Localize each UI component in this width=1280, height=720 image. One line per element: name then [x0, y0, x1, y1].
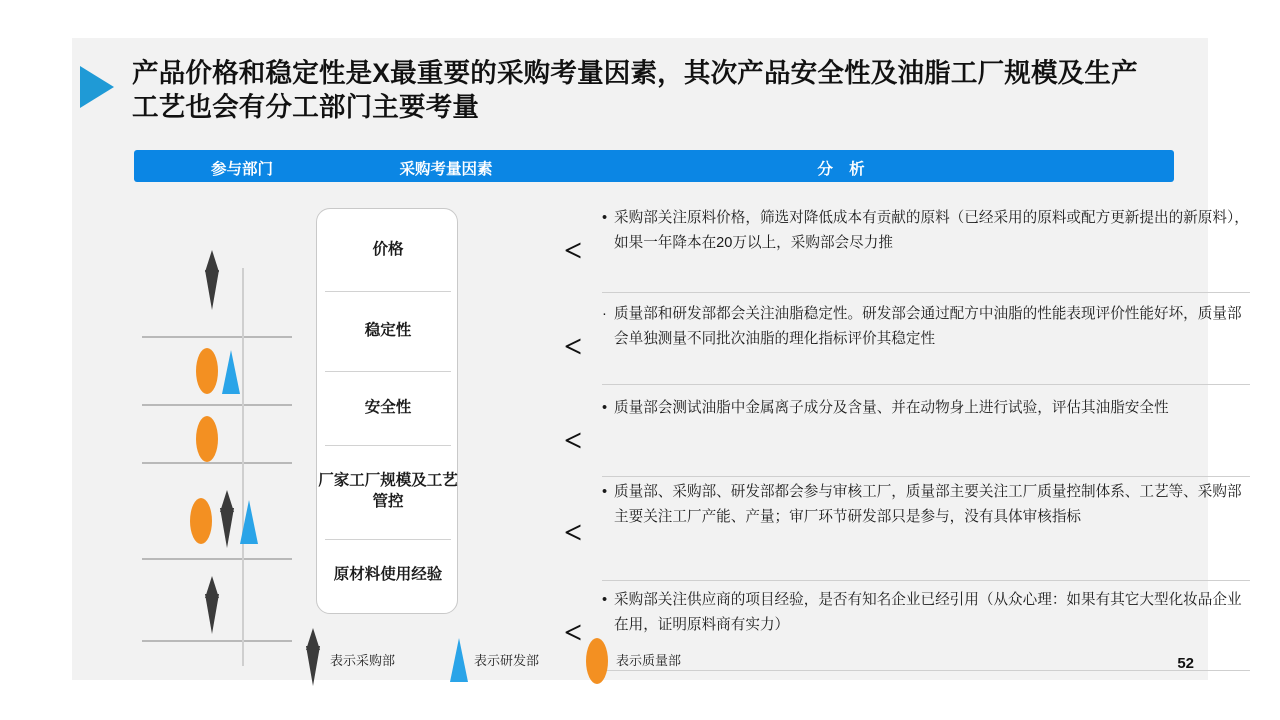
column-header-factor: 采购考量因素: [399, 161, 493, 178]
analysis-separator: [602, 292, 1250, 293]
needle-marker-icon: [220, 508, 234, 548]
diagram-divider: [142, 336, 292, 338]
analysis-body: 质量部会测试油脂中金属离子成分及含量、并在动物身上进行试验，评估其油脂安全性: [614, 400, 1169, 416]
column-header-analysis: 分 析: [817, 161, 871, 178]
department-diagram: [142, 208, 312, 668]
analysis-separator: [602, 580, 1250, 581]
diagram-axis: [242, 268, 244, 666]
factor-item-stability: 稳定性: [364, 321, 412, 339]
analysis-text: [602, 480, 1250, 530]
analysis-text: [602, 206, 1250, 256]
list-bullet: •: [602, 210, 608, 226]
chevron-left-icon: <: [564, 328, 583, 364]
diagram-divider: [142, 558, 292, 560]
slide-canvas: [72, 38, 1249, 680]
needle-marker-icon: [205, 270, 219, 310]
needle-marker-icon: [205, 250, 219, 272]
page-title: 产品价格和稳定性是X最重要的采购考量因素，其次产品安全性及油脂工厂规模及生产工艺也会有分工部门主要考量: [132, 58, 1138, 123]
analysis-text: [602, 396, 1250, 421]
analysis-separator: [602, 384, 1250, 385]
chevron-left-icon: <: [564, 232, 583, 268]
diagram-divider: [142, 462, 292, 464]
legend-label-rd: 表示研发部: [474, 653, 540, 668]
analysis-body: 质量部和研发部都会关注油脂稳定性。研发部会通过配方中油脂的性能表现评价性能好坏，质量部会单独测量不同批次油脂的理化指标评价其稳定性: [614, 306, 1242, 348]
triangle-bullet-icon: [80, 66, 114, 108]
chevron-left-icon: <: [564, 514, 583, 550]
analysis-text: [602, 302, 1250, 352]
oval-marker-icon: [196, 416, 218, 462]
page-number: 52: [1177, 655, 1194, 672]
oval-marker-icon: [196, 348, 218, 394]
list-bullet: •: [602, 592, 608, 608]
list-bullet: ·: [602, 306, 607, 322]
legend: [262, 628, 1162, 688]
needle-marker-icon: [205, 594, 219, 634]
factor-item-safety: 安全性: [364, 398, 412, 416]
list-bullet: •: [602, 400, 608, 416]
triangle-marker-icon: [450, 638, 468, 682]
list-bullet: •: [602, 484, 608, 500]
legend-label-procurement: 表示采购部: [330, 653, 396, 668]
analysis-body: 质量部、采购部、研发部都会参与审核工厂，质量部主要关注工厂质量控制体系、工艺等、采购部主要关注工厂产能、产量；审厂环节研发部只是参与，没有具体审核指标: [614, 484, 1242, 526]
analysis-body: 采购部关注供应商的项目经验，是否有知名企业已经引用（从众心理：如果有其它大型化妆品企业在用，证明原料商有实力）: [614, 592, 1242, 634]
factor-item-factory-scale: 厂家工厂规模及工艺管控: [318, 472, 458, 510]
chevron-left-icon: <: [564, 422, 583, 458]
legend-label-quality: 表示质量部: [616, 653, 682, 668]
triangle-marker-icon: [222, 350, 240, 394]
diagram-divider: [142, 404, 292, 406]
slide-title-row: [72, 56, 1172, 125]
oval-marker-icon: [190, 498, 212, 544]
factor-item-price: 价格: [372, 240, 404, 258]
factor-list: [316, 208, 458, 614]
analysis-body: 采购部关注原料价格，筛选对降低成本有贡献的原料（已经采用的原料或配方更新提出的新原料），如果一年降本在20万以上，采购部会尽力推: [614, 210, 1249, 252]
oval-marker-icon: [586, 638, 608, 684]
factor-item-experience: 原材料使用经验: [333, 566, 443, 584]
column-header-department: 参与部门: [210, 161, 273, 178]
needle-marker-icon: [306, 646, 320, 686]
analysis-separator: [602, 476, 1250, 477]
table-header-bar: [134, 150, 1174, 182]
triangle-marker-icon: [240, 500, 258, 544]
chevron-left-icon: <: [564, 614, 583, 650]
